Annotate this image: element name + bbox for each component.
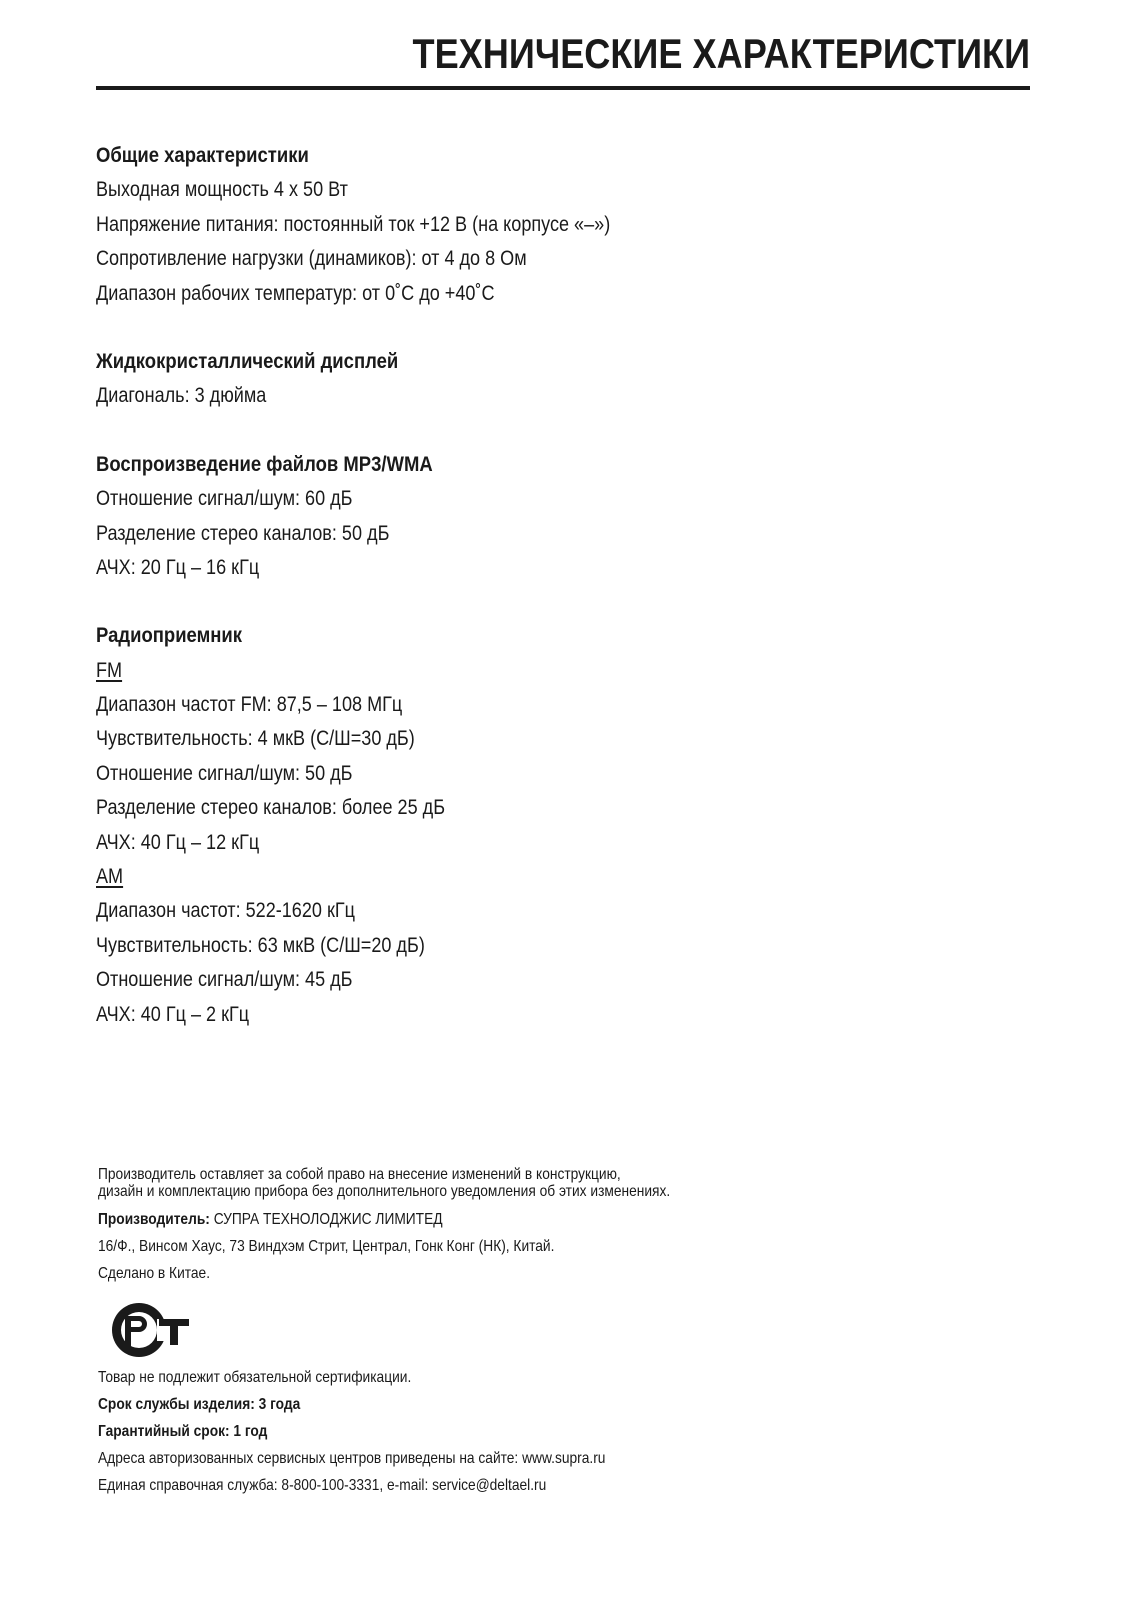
section-radio [96, 619, 996, 1032]
service-life: Срок службы изделия: 3 года [98, 1396, 301, 1413]
section-general [96, 139, 996, 311]
section-heading: Жидкокристаллический дисплей [96, 349, 399, 373]
manufacturer-label: Производитель: [98, 1211, 210, 1228]
section-heading: Радиоприемник [96, 624, 243, 648]
spec-line: АЧХ: 20 Гц – 16 кГц [96, 555, 260, 579]
spec-line: АЧХ: 40 Гц – 2 кГц [96, 1002, 250, 1026]
manufacturer-name: СУПРА ТЕХНОЛОДЖИС ЛИМИТЕД [209, 1211, 443, 1228]
spec-line: Диапазон рабочих температур: от 0˚С до +40˚С [96, 281, 495, 305]
spec-line: Чувствительность: 4 мкВ (С/Ш=30 дБ) [96, 727, 415, 751]
section-heading: Воспроизведение файлов MP3/WMA [96, 452, 433, 476]
title-rule [96, 86, 1030, 90]
changes-notice-line: Производитель оставляет за собой право на внесение изменений в конструкцию, [98, 1166, 621, 1183]
changes-notice-line: дизайн и комплектацию прибора без дополнительного уведомления об этих изменениях. [98, 1183, 671, 1200]
spec-line: Отношение сигнал/шум: 45 дБ [96, 968, 353, 992]
spec-line: Диапазон частот: 522-1620 кГц [96, 899, 355, 923]
spec-line: Диагональ: 3 дюйма [96, 384, 267, 408]
section-heading: Общие характеристики [96, 144, 309, 167]
warranty-term: Гарантийный срок: 1 год [98, 1423, 268, 1440]
lower-footer [98, 1364, 998, 1499]
spec-line: Разделение стерео каналов: 50 дБ [96, 521, 390, 545]
page-title: ТЕХНИЧЕСКИЕ ХАРАКТЕРИСТИКИ [412, 30, 1030, 77]
spec-line: Сопротивление нагрузки (динамиков): от 4 до 8 Ом [96, 247, 527, 271]
spec-line: Чувствительность: 63 мкВ (С/Ш=20 дБ) [96, 933, 425, 957]
spec-line: Отношение сигнал/шум: 60 дБ [96, 487, 353, 511]
section-playback [96, 448, 996, 586]
spec-line: Отношение сигнал/шум: 50 дБ [96, 761, 353, 785]
manufacturer-address: 16/Ф., Винсом Хаус, 73 Виндхэм Стрит, Централ, Гонк Конг (НК), Китай. [98, 1238, 555, 1255]
spec-line: АЧХ: 40 Гц – 12 кГц [96, 830, 260, 854]
section-display [96, 345, 996, 414]
footer [98, 1166, 998, 1379]
pct-mark-icon [105, 1295, 195, 1365]
certification-mark-icon [105, 1295, 195, 1365]
specifications [96, 139, 996, 1066]
am-subheading: AM [96, 865, 124, 889]
spec-line: Разделение стерео каналов: более 25 дБ [96, 796, 446, 820]
service-centers: Адреса авторизованных сервисных центров приведены на сайте: www.supra.ru [98, 1450, 606, 1467]
certification-note: Товар не подлежит обязательной сертификации. [98, 1369, 412, 1386]
spec-line: Диапазон частот FM: 87,5 – 108 МГц [96, 693, 403, 717]
hotline: Единая справочная служба: 8-800-100-3331, e-mail: service@deltael.ru [98, 1477, 547, 1494]
made-in: Сделано в Китае. [98, 1265, 211, 1282]
spec-line: Выходная мощность 4 x 50 Вт [96, 178, 348, 202]
spec-line: Напряжение питания: постоянный ток +12 В (на корпусе «–») [96, 212, 611, 236]
fm-subheading: FM [96, 658, 123, 682]
manufacturer-line [98, 1206, 872, 1233]
